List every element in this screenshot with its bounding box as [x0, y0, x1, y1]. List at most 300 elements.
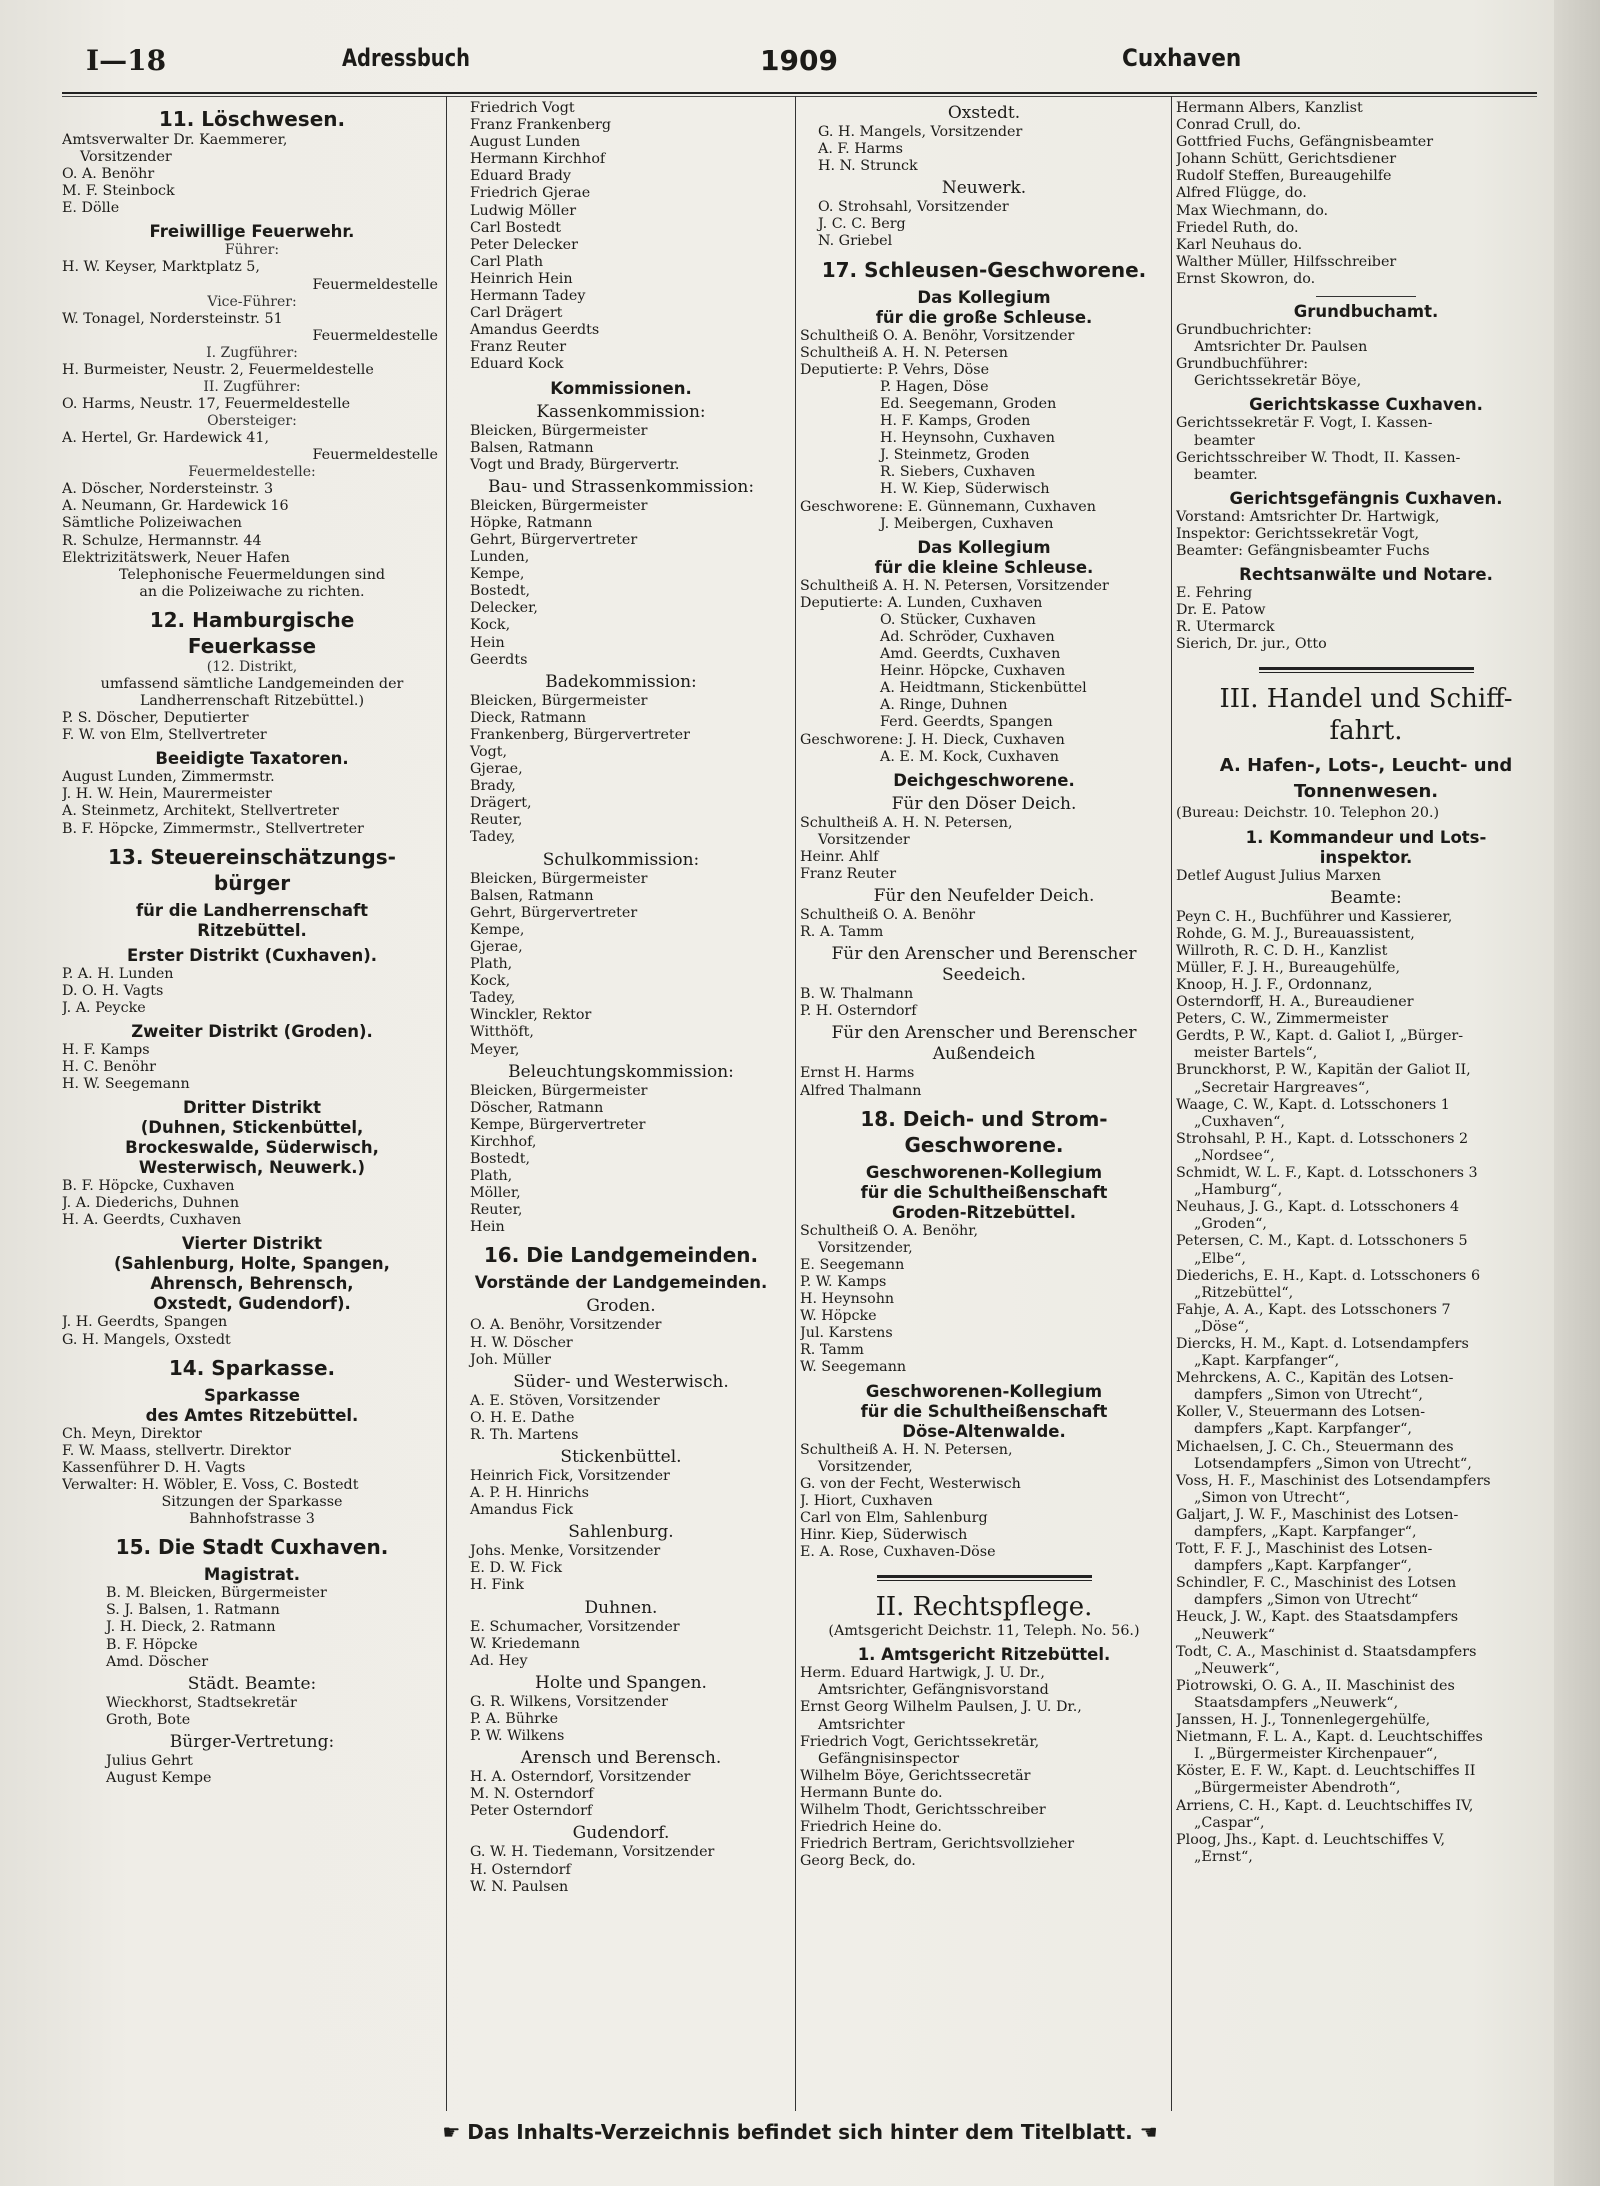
entry-line: Amandus Geerdts — [470, 322, 600, 339]
entry-line: Ernst Georg Wilhelm Paulsen, J. U. Dr., — [800, 1699, 1082, 1716]
subsection-heading: für die Schultheißenschaft — [860, 1401, 1108, 1421]
subsection-heading: (Sahlenburg, Holte, Spangen, — [114, 1254, 390, 1274]
entry-line: A. Heidtmann, Stickenbüttel — [880, 680, 1087, 697]
entry-line: Groth, Bote — [106, 1711, 191, 1728]
entry-line: Arriens, C. H., Kapt. d. Leuchtschiffes IV, — [1176, 1797, 1474, 1814]
entry-line: Gehrt, Bürgervertreter — [470, 904, 638, 921]
entry-line: Grundbuchführer: — [1176, 356, 1309, 373]
entry-line: Diederichs, E. H., Kapt. d. Lotsschoners 6 — [1176, 1267, 1481, 1284]
entry-line: Petersen, C. M., Kapt. d. Lotsschoners 5 — [1176, 1233, 1468, 1250]
entry-line: Karl Neuhaus do. — [1176, 236, 1303, 253]
entry-line: Amtsrichter Dr. Paulsen — [1194, 339, 1368, 356]
entry-line: Geschworene: J. H. Dieck, Cuxhaven — [800, 731, 1065, 748]
entry-line: O. A. Benöhr — [62, 166, 155, 183]
subsection-heading: Groden-Ritzebüttel. — [891, 1202, 1077, 1222]
entry-line: Peters, C. W., Zimmermeister — [1176, 1011, 1389, 1028]
entry-line: R. Siebers, Cuxhaven — [880, 464, 1036, 481]
role-label: Vice-Führer: — [207, 293, 297, 310]
book-title: Adressbuch — [342, 44, 470, 72]
double-rule — [1259, 667, 1474, 673]
entry-line: R. Schulze, Hermannstr. 44 — [62, 532, 262, 549]
section-heading: A. Hafen-, Lots-, Leucht- und — [1219, 755, 1513, 777]
entry-line: „Groden“, — [1194, 1216, 1267, 1233]
column-divider — [795, 96, 796, 2111]
entry-line: A. Steinmetz, Architekt, Stellvertreter — [62, 803, 339, 820]
section-heading: 11. Löschwesen. — [158, 107, 346, 131]
subsection-heading: für die kleine Schleuse. — [874, 557, 1094, 577]
entry-line: Herm. Eduard Hartwigk, J. U. Dr., — [800, 1665, 1045, 1682]
entry-line: A. E. Stöven, Vorsitzender — [470, 1392, 660, 1409]
entry-line: Gerichtssekretär Böye, — [1194, 373, 1362, 390]
section-heading: 18. Deich- und Strom- — [860, 1106, 1108, 1131]
entry-line: beamter. — [1194, 466, 1258, 483]
role-label: II. Zugführer: — [203, 378, 301, 395]
entry-line: Kempe, Bürgervertreter — [470, 1116, 646, 1133]
entry-line: „Secretair Hargreaves“, — [1194, 1079, 1370, 1096]
entry-line: Franz Frankenberg — [470, 117, 611, 134]
entry-line: A. F. Harms — [818, 141, 903, 158]
entry-line: Meyer, — [470, 1041, 520, 1058]
entry-line: dampfers, „Kapt. Karpfanger“, — [1194, 1524, 1417, 1540]
entry-line: J. H. Dieck, 2. Ratmann — [106, 1619, 276, 1636]
entry-line: H. F. Kamps — [62, 1041, 150, 1058]
entry-line: Verwalter: H. Wöbler, E. Voss, C. Bostedt — [62, 1476, 359, 1493]
entry-line: Bahnhofstrasse 3 — [189, 1511, 315, 1528]
entry-line: Wilhelm Böye, Gerichtssecretär — [800, 1767, 1031, 1784]
entry-line: Bleicken, Bürgermeister — [470, 692, 648, 709]
entry-line: J. A. Peycke — [62, 999, 146, 1016]
group-heading: Stickenbüttel. — [560, 1447, 682, 1467]
entry-line: Reuter, — [470, 1202, 523, 1219]
entry-line: Bostedt, — [470, 583, 531, 600]
subsection-heading: Erster Distrikt (Cuxhaven). — [126, 945, 378, 965]
entry-line: Hermann Albers, Kanzlist — [1176, 100, 1363, 116]
entry-line: Strohsahl, P. H., Kapt. d. Lotsschoners 2 — [1176, 1130, 1469, 1147]
entry-line: A. P. H. Hinrichs — [470, 1485, 589, 1502]
entry-line: „Bürgermeister Abendroth“, — [1194, 1780, 1401, 1797]
entry-line: Friedrich Bertram, Gerichtsvollzieher — [800, 1836, 1075, 1853]
entry-line: Schultheiß A. H. N. Petersen — [800, 344, 1009, 361]
column-2 — [452, 100, 790, 2110]
section-heading: 14. Sparkasse. — [168, 1355, 336, 1380]
group-heading: Seedeich. — [941, 965, 1027, 986]
entry-line: Hinr. Kiep, Süderwisch — [800, 1526, 968, 1543]
entry-line: H. Fink — [470, 1577, 524, 1594]
entry-line: A. Neumann, Gr. Hardewick 16 — [62, 498, 289, 515]
entry-line: W. Seegemann — [800, 1359, 907, 1376]
entry-line: Kassenführer D. H. Vagts — [62, 1459, 246, 1476]
entry-line: H. Burmeister, Neustr. 2, Feuermeldestelle — [62, 361, 374, 378]
entry-line: Kempe, — [470, 921, 525, 938]
entry-line: A. Hertel, Gr. Hardewick 41, — [62, 430, 270, 447]
column-divider — [446, 96, 447, 2111]
entry-line: Fahje, A. A., Kapt. des Lotsschoners 7 — [1176, 1301, 1451, 1318]
entry-line: dampfers „Simon von Utrecht“, — [1194, 1387, 1423, 1404]
group-heading: Badekommission: — [545, 671, 697, 692]
page-edge — [1554, 0, 1600, 2186]
entry-line: August Lunden — [470, 134, 581, 151]
entry-line: O. Harms, Neustr. 17, Feuermeldestelle — [62, 395, 351, 412]
entry-line: O. Stücker, Cuxhaven — [880, 611, 1036, 628]
entry-line: Tadey, — [470, 829, 516, 846]
entry-line: Deputierte: A. Lunden, Cuxhaven — [800, 594, 1043, 611]
page-header — [60, 44, 1545, 84]
group-heading: Beleuchtungskommission: — [508, 1061, 734, 1082]
subsection-heading: für die große Schleuse. — [875, 307, 1093, 327]
entry-line: Vorsitzender — [818, 831, 910, 848]
entry-line: Möller, — [470, 1185, 521, 1202]
entry-line: „Nordsee“, — [1194, 1147, 1275, 1164]
subsection-heading: Gerichtsgefängnis Cuxhaven. — [1229, 488, 1503, 508]
entry-line: Neuhaus, J. G., Kapt. d. Lotsschoners 4 — [1176, 1199, 1460, 1216]
entry-line: A. Ringe, Duhnen — [880, 697, 1008, 714]
subsection-heading: Oxstedt, Gudendorf). — [153, 1294, 351, 1314]
section-heading: Tonnenwesen. — [1293, 781, 1439, 803]
entry-line: H. C. Benöhr — [62, 1059, 156, 1075]
entry-line: Max Wiechmann, do. — [1176, 202, 1329, 219]
entry-line: „Simon von Utrecht“, — [1194, 1489, 1351, 1506]
entry-line: Vorsitzender — [80, 149, 172, 166]
entry-line: Bleicken, Bürgermeister — [470, 422, 648, 439]
part-heading: III. Handel und Schiff- — [1219, 684, 1513, 715]
entry-line: E. Dölle — [62, 200, 120, 217]
entry-line: an die Polizeiwache zu richten. — [139, 583, 365, 600]
entry-line: Hein — [470, 634, 505, 651]
column-3 — [800, 100, 1168, 2110]
entry-line: Amtsverwalter Dr. Kaemmerer, — [62, 132, 288, 148]
section-heading: 16. Die Landgemeinden. — [483, 1243, 759, 1268]
entry-line: Höpke, Ratmann — [470, 514, 593, 531]
entry-line: Bleicken, Bürgermeister — [470, 1082, 648, 1099]
column-divider — [1171, 96, 1172, 2111]
entry-line: Gottfried Fuchs, Gefängnisbeamter — [1176, 134, 1434, 151]
entry-line: Geerdts — [470, 651, 528, 668]
entry-line: J. Hiort, Cuxhaven — [800, 1492, 933, 1509]
entry-line: G. R. Wilkens, Vorsitzender — [470, 1693, 668, 1710]
entry-line: J. H. W. Hein, Maurermeister — [62, 786, 272, 803]
group-heading: Kassenkommission: — [536, 401, 706, 422]
entry-line: dampfers „Simon von Utrecht“ — [1194, 1592, 1419, 1609]
entry-line: H. W. Keyser, Marktplatz 5, — [62, 259, 260, 276]
entry-line: J. C. C. Berg — [818, 216, 906, 233]
entry-line: P. A. H. Lunden — [62, 965, 174, 982]
entry-line: „Neuwerk“ — [1194, 1626, 1276, 1643]
entry-line: Heinr. Ahlf — [800, 848, 879, 865]
group-heading: Holte und Spangen. — [535, 1672, 707, 1693]
entry-line: O. Strohsahl, Vorsitzender — [818, 199, 1009, 216]
entry-line: „Neuwerk“, — [1194, 1660, 1280, 1677]
entry-line: Brunckhorst, P. W., Kapitän der Galiot II, — [1176, 1062, 1471, 1079]
entry-line: Ferd. Geerdts, Spangen — [880, 714, 1053, 731]
entry-line: Inspektor: Gerichtssekretär Vogt, — [1176, 525, 1420, 542]
header-rule-thin — [62, 96, 1537, 97]
section-heading: Feuerkasse — [187, 633, 317, 658]
entry-line: Heinr. Höpcke, Cuxhaven — [880, 663, 1066, 680]
entry-line: Piotrowski, O. G. A., II. Maschinist des — [1176, 1677, 1455, 1694]
entry-line: H. F. Kamps, Groden — [880, 413, 1031, 430]
entry-line: Ploog, Jhs., Kapt. d. Leuchtschiffes V, — [1176, 1831, 1446, 1848]
entry-line: M. F. Steinbock — [62, 183, 175, 200]
entry-line: Kempe, — [470, 566, 525, 583]
entry-line: E. Schumacher, Vorsitzender — [470, 1618, 680, 1635]
entry-line: Dieck, Ratmann — [470, 709, 587, 726]
entry-line: Bleicken, Bürgermeister — [470, 497, 648, 514]
entry-line: Feuermeldestelle — [312, 447, 438, 464]
entry-line: Alfred Flügge, do. — [1176, 185, 1307, 202]
subsection-heading: inspektor. — [1319, 847, 1413, 867]
entry-line: Franz Reuter — [470, 339, 567, 356]
entry-line: Vogt, — [470, 744, 508, 760]
entry-line: Tott, F. F. J., Maschinist des Lotsen- — [1176, 1541, 1433, 1558]
group-heading: Für den Neufelder Deich. — [873, 886, 1095, 907]
entry-line: R. Tamm — [800, 1342, 864, 1359]
entry-line: Schultheiß O. A. Benöhr, — [800, 1222, 979, 1239]
entry-line: R. Utermarck — [1176, 619, 1275, 636]
header-rule — [62, 92, 1537, 94]
subsection-heading: Ahrensch, Behrensch, — [150, 1274, 354, 1294]
entry-line: F. W. Maass, stellvertr. Direktor — [62, 1442, 291, 1459]
section-heading: 12. Hamburgische — [149, 607, 355, 632]
entry-line: Hermann Tadey — [470, 288, 586, 305]
entry-line: Voss, H. F., Maschinist des Lotsendampfers — [1176, 1472, 1491, 1489]
entry-line: Bleicken, Bürgermeister — [470, 870, 648, 887]
entry-line: Gjerae, — [470, 761, 523, 778]
entry-line: Johs. Menke, Vorsitzender — [470, 1543, 661, 1560]
entry-line: Waage, C. W., Kapt. d. Lotsschoners 1 — [1176, 1096, 1450, 1113]
entry-line: Julius Gehrt — [106, 1752, 193, 1769]
group-heading: Für den Arenscher und Berenscher — [831, 944, 1137, 965]
group-heading: Oxstedt. — [947, 103, 1021, 123]
entry-line: P. W. Kamps — [800, 1273, 887, 1290]
entry-line: H. N. Strunck — [818, 158, 918, 175]
entry-line: I. „Bürgermeister Kirchenpauer“, — [1194, 1746, 1438, 1763]
entry-line: Carl Drägert — [470, 305, 563, 322]
entry-line: Peter Delecker — [470, 236, 578, 253]
entry-line: Witthöft, — [470, 1024, 534, 1041]
entry-line: Winckler, Rektor — [470, 1007, 592, 1024]
entry-line: Döscher, Ratmann — [470, 1099, 604, 1116]
entry-line: Bostedt, — [470, 1150, 531, 1167]
entry-line: M. N. Osterndorf — [470, 1786, 594, 1803]
entry-line: Nietmann, F. L. A., Kapt. d. Leuchtschiffes — [1176, 1729, 1483, 1746]
entry-line: Osterndorff, H. A., Bureaudiener — [1176, 994, 1414, 1011]
entry-line: Ad. Schröder, Cuxhaven — [880, 628, 1055, 645]
entry-line: O. H. E. Dathe — [470, 1409, 575, 1426]
group-heading: Sahlenburg. — [568, 1522, 674, 1543]
entry-line: Koller, V., Steuermann des Lotsen- — [1176, 1404, 1426, 1421]
subsection-heading: Freiwillige Feuerwehr. — [149, 222, 355, 242]
entry-line: Hermann Kirchhof — [470, 151, 606, 168]
entry-line: B. W. Thalmann — [800, 986, 914, 1003]
subsection-heading: Das Kollegium — [917, 537, 1051, 557]
subsection-heading: für die Schultheißenschaft — [860, 1182, 1108, 1202]
entry-line: Friedrich Vogt — [470, 100, 575, 116]
section-heading: bürger — [213, 870, 291, 895]
subsection-heading: Gerichtskasse Cuxhaven. — [1249, 395, 1483, 415]
group-heading: Süder- und Westerwisch. — [513, 1371, 729, 1392]
entry-line: G. von der Fecht, Westerwisch — [800, 1475, 1021, 1492]
entry-line: D. O. H. Vagts — [62, 982, 164, 999]
subsection-heading: Brockeswalde, Süderwisch, — [125, 1138, 379, 1158]
subsection-heading: Magistrat. — [203, 1565, 301, 1585]
entry-line: August Lunden, Zimmermstr. — [62, 769, 275, 786]
entry-line: Schultheiß O. A. Benöhr — [800, 907, 976, 924]
entry-line: August Kempe — [106, 1769, 212, 1786]
subsection-heading: (Duhnen, Stickenbüttel, — [140, 1118, 364, 1138]
entry-line: Vorsitzender, — [818, 1458, 913, 1475]
pointing-hand-icon: ☛ — [442, 2120, 461, 2144]
entry-line: Wieckhorst, Stadtsekretär — [106, 1694, 297, 1711]
entry-line: „Hamburg“, — [1194, 1182, 1283, 1199]
entry-line: Gerdts, P. W., Kapt. d. Galiot I, „Bürger- — [1176, 1028, 1464, 1045]
entry-line: E. Seegemann — [800, 1256, 905, 1273]
entry-line: Todt, C. A., Maschinist d. Staatsdampfers — [1176, 1643, 1477, 1660]
entry-line: Michaelsen, J. C. Ch., Steuermann des — [1176, 1438, 1454, 1455]
entry-line: Amtsrichter — [818, 1716, 905, 1733]
entry-line: Willroth, R. C. D. H., Kanzlist — [1176, 942, 1388, 959]
group-heading: Außendeich — [932, 1044, 1036, 1065]
entry-line: O. A. Benöhr, Vorsitzender — [470, 1317, 662, 1334]
entry-line: J. Steinmetz, Groden — [880, 447, 1030, 464]
entry-line: Brady, — [470, 778, 516, 795]
entry-line: Kirchhof, — [470, 1133, 537, 1150]
subsection-heading: Deichgeschworene. — [893, 770, 1075, 790]
subsection-heading: Westerwisch, Neuwerk.) — [138, 1158, 366, 1178]
entry-line: Lotsendampfers „Simon von Utrecht“, — [1194, 1455, 1472, 1472]
entry-line: meister Bartels“, — [1194, 1045, 1318, 1062]
subsection-heading: 1. Kommandeur und Lots- — [1245, 827, 1487, 847]
entry-line: Tadey, — [470, 990, 516, 1007]
entry-line: Hermann Bunte do. — [800, 1784, 943, 1801]
entry-line: Johann Schütt, Gerichtsdiener — [1176, 151, 1397, 168]
entry-line: N. Griebel — [818, 233, 893, 250]
entry-line: H. Osterndorf — [470, 1861, 571, 1878]
entry-line: Franz Reuter — [800, 866, 897, 882]
entry-line: R. A. Tamm — [800, 924, 884, 941]
pointing-hand-icon: ☚ — [1139, 2120, 1158, 2144]
subsection-heading: für die Landherrenschaft — [135, 900, 369, 920]
entry-line: Sämtliche Polizeiwachen — [62, 515, 242, 532]
entry-line: E. Fehring — [1176, 585, 1253, 602]
entry-line: Carl Bostedt — [470, 219, 561, 236]
entry-line: Janssen, H. J., Tonnenlegergehülfe, — [1176, 1712, 1431, 1729]
role-label: Führer: — [224, 242, 280, 259]
entry-line: Beamter: Gefängnisbeamter Fuchs — [1176, 542, 1430, 559]
group-heading: Städt. Beamte: — [187, 1673, 317, 1694]
entry-line: Telephonische Feuermeldungen sind — [118, 566, 386, 583]
entry-line: Galjart, J. W. F., Maschinist des Lotsen- — [1176, 1506, 1459, 1523]
entry-line: P. W. Wilkens — [470, 1728, 565, 1745]
entry-line: Ludwig Möller — [470, 202, 577, 219]
entry-line: Heuck, J. W., Kapt. des Staatsdampfers — [1176, 1609, 1459, 1626]
entry-line: Müller, F. J. H., Bureaugehülfe, — [1176, 959, 1401, 976]
entry-line: Walther Müller, Hilfsschreiber — [1176, 253, 1397, 270]
entry-line: P. A. Bührke — [470, 1710, 559, 1727]
entry-line: Mehrckens, A. C., Kapitän des Lotsen- — [1176, 1370, 1454, 1387]
subsection-heading: Das Kollegium — [917, 287, 1051, 307]
entry-line: „Ernst“, — [1194, 1848, 1253, 1865]
entry-line: Schmidt, W. L. F., Kapt. d. Lotsschoners 3 — [1176, 1165, 1478, 1182]
entry-line: Amtsrichter, Gefängnisvorstand — [818, 1682, 1049, 1699]
entry-line: Eduard Brady — [470, 168, 571, 185]
entry-line: „Caspar“, — [1194, 1814, 1265, 1831]
entry-line: W. Tonagel, Nordersteinstr. 51 — [62, 310, 283, 327]
entry-line: Ernst H. Harms — [800, 1065, 915, 1082]
subsection-heading: des Amtes Ritzebüttel. — [145, 1405, 359, 1425]
role-label: Feuermeldestelle: — [188, 464, 316, 481]
section-heading: 15. Die Stadt Cuxhaven. — [115, 1535, 389, 1560]
entry-line: „Kapt. Karpfanger“, — [1194, 1353, 1340, 1370]
subsection-heading: Grundbuchamt. — [1293, 302, 1439, 322]
entry-line: Geschworene: E. Günnemann, Cuxhaven — [800, 498, 1096, 515]
entry-line: Lunden, — [470, 549, 530, 566]
entry-line: B. F. Höpcke, Cuxhaven — [62, 1178, 235, 1195]
entry-line: Detlef August Julius Marxen — [1176, 867, 1381, 884]
entry-line: Vorstand: Amtsrichter Dr. Hartwigk, — [1176, 508, 1440, 525]
role-label: I. Zugführer: — [206, 344, 298, 361]
entry-line: Friedel Ruth, do. — [1176, 219, 1299, 236]
part-heading: II. Rechtspflege. — [875, 1592, 1093, 1623]
group-heading: Beamte: — [1330, 887, 1402, 908]
entry-line: Feuermeldestelle — [312, 327, 438, 344]
group-heading: Duhnen. — [584, 1597, 658, 1618]
entry-line: W. N. Paulsen — [470, 1878, 569, 1895]
entry-line: W. Höpcke — [800, 1308, 877, 1325]
subsection-heading: Rechtsanwälte und Notare. — [1239, 565, 1493, 585]
subsection-heading: Döse-Altenwalde. — [902, 1421, 1066, 1441]
part-heading: fahrt. — [1329, 716, 1403, 747]
entry-line: J. Meibergen, Cuxhaven — [880, 515, 1054, 532]
entry-line: Dr. E. Patow — [1176, 602, 1266, 619]
subsection-heading: Dritter Distrikt — [182, 1098, 322, 1118]
entry-line: Ed. Seegemann, Groden — [880, 395, 1057, 412]
entry-line: G. H. Mangels, Oxstedt — [62, 1331, 231, 1348]
book-year: 1909 — [760, 44, 838, 77]
group-heading: Groden. — [586, 1296, 656, 1317]
group-heading: Bau- und Strassenkommission: — [487, 476, 755, 497]
entry-line: Joh. Müller — [470, 1351, 551, 1368]
entry-line: Vogt und Brady, Bürgervertr. — [470, 456, 680, 473]
group-heading: Für den Döser Deich. — [891, 793, 1077, 814]
entry-line: Kock, — [470, 973, 511, 990]
entry-line: H. A. Geerdts, Cuxhaven — [62, 1212, 242, 1229]
entry-line: Carl Plath — [470, 253, 544, 270]
subsection-heading: Beeidigte Taxatoren. — [155, 749, 349, 769]
entry-line: P. H. Osterndorf — [800, 1003, 917, 1020]
section-heading: Geschworene. — [904, 1132, 1064, 1157]
entry-line: Diercks, H. M., Kapt. d. Lotsendampfers — [1176, 1335, 1469, 1352]
entry-line: A. E. M. Kock, Cuxhaven — [880, 748, 1060, 765]
entry-line: E. A. Rose, Cuxhaven-Döse — [800, 1544, 996, 1561]
entry-line: Ch. Meyn, Direktor — [62, 1425, 202, 1442]
entry-line: E. D. W. Fick — [470, 1560, 563, 1577]
entry-line: Landherrenschaft Ritzebüttel.) — [139, 692, 365, 709]
entry-line: Delecker, — [470, 600, 538, 617]
entry-line: P. S. Döscher, Deputierter — [62, 710, 249, 727]
role-label: Obersteiger: — [207, 413, 297, 430]
entry-line: Rudolf Steffen, Bureaugehilfe — [1176, 168, 1392, 185]
subsection-heading: Ritzebüttel. — [197, 920, 307, 940]
role-label: (12. Distrikt, — [206, 658, 298, 675]
entry-line: Deputierte: P. Vehrs, Döse — [800, 361, 990, 378]
entry-line: B. F. Höpcke — [106, 1636, 198, 1653]
entry-line: F. W. von Elm, Stellvertreter — [62, 727, 267, 744]
group-heading: Für den Arenscher und Berenscher — [831, 1023, 1137, 1044]
entry-line: Heinrich Hein — [470, 270, 573, 287]
entry-line: „Cuxhaven“, — [1194, 1113, 1285, 1130]
subsection-heading: Geschworenen-Kollegium — [865, 1162, 1103, 1182]
entry-line: Schultheiß A. H. N. Petersen, Vorsitzender — [800, 577, 1109, 594]
